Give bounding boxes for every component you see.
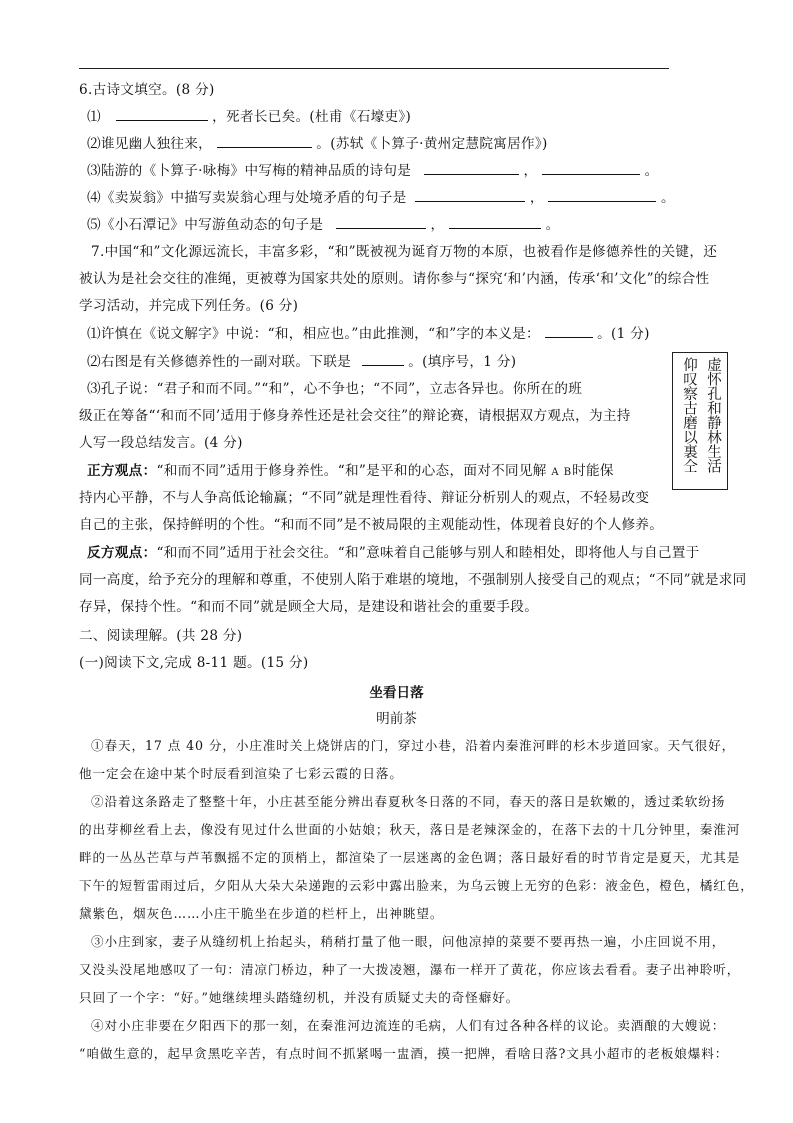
- q7-task-2-blank[interactable]: [362, 353, 404, 366]
- q6-item-5-period: 。: [545, 217, 560, 233]
- couplet-left-line: 仰叹察古磨以裏仝: [681, 357, 697, 473]
- q6-item-4-blank-b[interactable]: [548, 189, 656, 202]
- q6-item-4-period: 。: [660, 190, 675, 206]
- pro-ab-tail: 时能保: [572, 463, 614, 479]
- q7-intro-line: 7.中国“和”文化源远流长，丰富多彩，“和”既被视为诞育万物的本原，也被看作是修德养性的关键，还: [91, 244, 718, 260]
- q6-item-5-comma: ，: [430, 217, 445, 233]
- article-line: 畔的一丛丛芒草与芦苇飘摇不定的顶梢上，都渲染了一层迷离的金色调；落日最好看的时节肯定是夏天，尤其是: [79, 850, 741, 865]
- q6-item-3-text: ⑶陆游的《卜算子·咏梅》中写梅的精神品质的诗句是: [87, 163, 412, 179]
- q7-task-3-line: 人写一段总结发言。(4 分): [79, 435, 243, 451]
- q6-item-5-text: ⑸《小石潭记》中写游鱼动态的句子是: [87, 217, 324, 233]
- q6-item-1-num: ⑴: [87, 109, 101, 125]
- q6-item-2: [87, 134, 548, 154]
- con-label: 反方观点：: [87, 545, 157, 561]
- article-line: ③小庄到家，妻子从缝纫机上抬起头，稍稍打量了他一眼，问他凉掉的菜要不要再热一遍，小庄回说不用，: [91, 934, 726, 949]
- q6-item-3-blank-b[interactable]: [542, 162, 640, 175]
- q7-task-1: [87, 324, 650, 344]
- q7-intro-line: 被认为是社会交往的准绳，更被尊为国家共处的原则。请你参与“探究‘和’内涵，传承‘和’文化”的综合性: [79, 271, 710, 287]
- q7-task-2-tail: 。(填序号，1 分): [408, 354, 517, 370]
- q6-item-3-blank-a[interactable]: [424, 162, 519, 175]
- q6-item-3-period: 。: [644, 163, 659, 179]
- article-title: 坐看日落: [369, 685, 424, 701]
- q6-item-4-text: ⑷《卖炭翁》中描写卖炭翁心理与处境矛盾的句子是: [87, 190, 407, 206]
- con-text: “和而不同”适用于社会交往。“和”意味着自己能够与别人和睦相处，即将他人与自己置于: [156, 545, 700, 561]
- q6-item-1: [87, 107, 411, 127]
- article-line: 下午的短暂雷雨过后，夕阳从大朵大朵递跑的云彩中露出脸来，为乌云镀上无穷的色彩：液金色，橙色，橘红色，: [79, 878, 754, 893]
- pro-ab: A B: [551, 467, 573, 478]
- con-viewpoint-line: 同一高度，给予充分的理解和尊重，不使别人陷于难堪的境地，不强制别人接受自己的观点；“不同”就是求同: [79, 572, 747, 588]
- q6-item-2-blank[interactable]: [217, 135, 312, 148]
- pro-viewpoint-line: [87, 461, 614, 483]
- article-line: ①春天，17 点 40 分，小庄准时关上烧饼店的门，穿过小巷，沿着内秦淮河畔的杉木步道回家。天气很好，: [91, 738, 736, 753]
- q6-title: 6.古诗文填空。(8 分): [79, 82, 215, 98]
- pro-viewpoint-line: 持内心平静，不与人争高低论输赢；“不同”就是理性看待、辩证分析别人的观点，不轻易改变: [79, 490, 650, 506]
- q7-task-3-line: 级正在筹备“‘和而不同’适用于修身养性还是社会交往”的辩论赛，请根据双方观点，为主持: [79, 408, 631, 424]
- article-line: “咱做生意的，起早贪黑吃辛苦，有点时间不抓紧喝一盅酒，摸一把牌，看啥日落?文具小超市的老板娘爆料：: [79, 1046, 729, 1061]
- article-line: ②沿着这条路走了整整十年，小庄甚至能分辨出春夏秋冬日落的不同，春天的落日是软嫩的，透过柔软纷扬: [91, 794, 726, 809]
- q6-item-4: [87, 188, 675, 208]
- q6-item-4-comma: ，: [529, 190, 544, 206]
- couplet-figure: [672, 352, 728, 490]
- section-2-heading: 二、阅读理解。(共 28 分): [79, 628, 243, 644]
- couplet-right-line: 虚怀孔和静林生活: [705, 357, 721, 473]
- q7-task-2: [87, 352, 516, 372]
- pro-text: “和而不同”适用于修身养性。“和”是平和的心态，面对不同见解: [156, 463, 547, 479]
- q6-item-3-comma: ，: [523, 163, 538, 179]
- q7-task-3-line: ⑶孔子说：“君子和而不同。”“和”，心不争也；“不同”，立志各异也。你所在的班: [87, 381, 583, 397]
- con-viewpoint-line: [87, 543, 700, 563]
- q6-item-4-blank-a[interactable]: [415, 189, 525, 202]
- q7-task-2-text: ⑵右图是有关修德养性的一副对联。下联是: [87, 354, 351, 370]
- section-2-subheading: (一)阅读下文,完成 8-11 题。(15 分): [79, 655, 309, 671]
- q7-task-1-tail: 。(1 分): [597, 326, 650, 342]
- q6-item-2-text: ⑵谁见幽人独往来，: [87, 136, 213, 152]
- article-line: 黛紫色，烟灰色……小庄干脆坐在步道的栏杆上，出神眺望。: [79, 906, 444, 921]
- q6-item-5-blank-a[interactable]: [336, 216, 426, 229]
- q7-intro-line: 学习活动，并完成下列任务。(6 分): [79, 298, 299, 314]
- pro-label: 正方观点：: [87, 463, 157, 479]
- article-author: 明前茶: [376, 711, 417, 727]
- q6-item-1-blank[interactable]: [116, 108, 208, 121]
- q6-item-5: [87, 215, 560, 235]
- q7-task-1-blank[interactable]: [545, 325, 593, 338]
- pro-viewpoint-line: 自己的主张，保持鲜明的个性。“和而不同”是不被局限的主观能动性，体现着良好的个人修养。: [79, 517, 664, 533]
- q6-item-1-text: ，死者长已矣。(杜甫《石壕吏》): [212, 109, 412, 125]
- top-rule: [79, 68, 669, 69]
- q6-item-2-tail: 。(苏轼《卜算子·黄州定慧院寓居作》): [316, 136, 548, 152]
- article-line: 的出芽柳丝看上去，像没有见过什么世面的小姑娘；秋天，落日是老辣深金的，在落下去的十几分钟里，秦淮河: [79, 822, 741, 837]
- article-line: 只回了一个字：“好。”她继续埋头踏缝纫机，并没有质疑丈夫的奇怪癖好。: [79, 990, 520, 1005]
- q6-item-5-blank-b[interactable]: [449, 216, 541, 229]
- q7-task-1-text: ⑴许慎在《说文解字》中说：“和，相应也。”由此推测，“和”字的本义是：: [87, 326, 540, 342]
- article-line: ④对小庄非要在夕阳西下的那一刻，在秦淮河边流连的毛病，人们有过各种各样的议论。卖酒酿的大嫂说：: [91, 1018, 726, 1033]
- article-line: 又没头没尾地感叹了一句：清凉门桥边，种了一大拨凌翘，瀑布一样开了黄花，你应该去看看。妻子出神聆听，: [79, 962, 741, 977]
- q6-item-3: [87, 161, 659, 181]
- article-line: 他一定会在途中某个时辰看到渲染了七彩云霞的日落。: [79, 766, 403, 781]
- con-viewpoint-line: 存异，保持个性。“和而不同”就是顾全大局，是建设和谐社会的重要手段。: [79, 599, 539, 615]
